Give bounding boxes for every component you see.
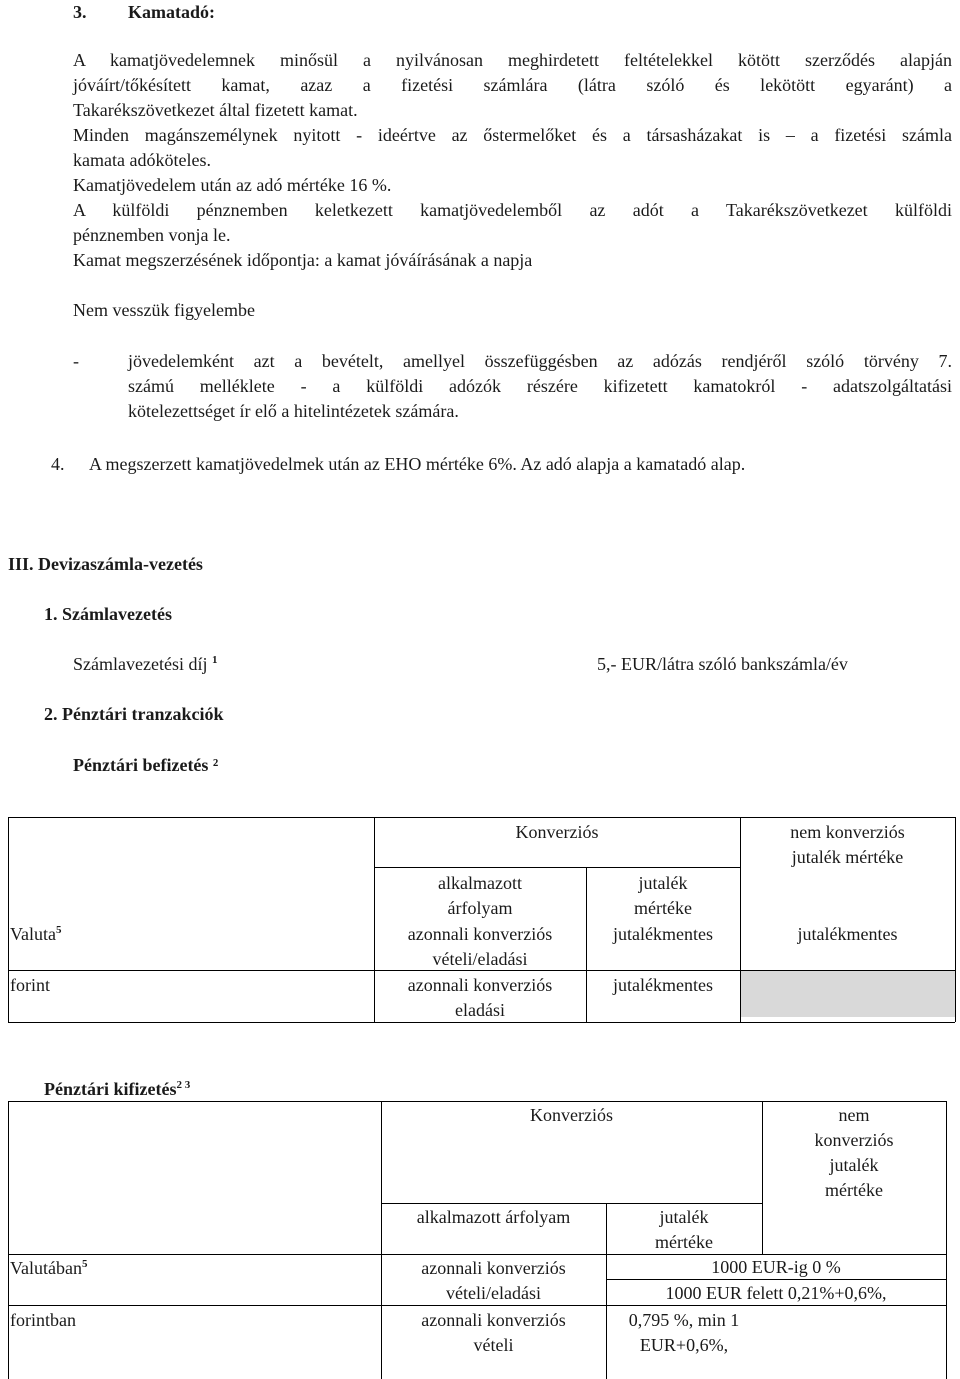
- section-4-text: A megszerzett kamatjövedelmek után az EHO mértéke 6%. Az adó alapja a kamatadó alap.: [89, 454, 746, 474]
- deposit-title: Pénztári befizetés ²: [73, 755, 219, 775]
- withdrawal-title-text: Pénztári kifizetés: [44, 1079, 177, 1099]
- sub-heading-1: 1. Számlavezetés: [44, 604, 172, 624]
- table-cell: vételi: [473, 1335, 514, 1355]
- table-cell: azonnali konverziós: [407, 975, 553, 995]
- paragraph-line: pénznemben vonja le.: [73, 225, 231, 245]
- table-cell: 1000 EUR-ig 0 %: [711, 1257, 841, 1277]
- list-item-line: kötelezettséget ír elő a hitelintézetek számára.: [128, 401, 459, 421]
- header-nem-konverzios: konverziós: [814, 1130, 894, 1150]
- disabled-cell: [741, 971, 955, 1017]
- paragraph-line: Kamatjövedelem után az adó mértéke 16 %.: [73, 175, 392, 195]
- table-cell: 1000 EUR felett 0,21%+0,6%,: [665, 1283, 887, 1303]
- list-item-line: számú melléklete - a külföldi adózók részére kifizetett kamatokról - adatszolgáltatási: [128, 376, 952, 396]
- header-nem-konverzios: nem: [838, 1105, 870, 1125]
- header-nem-konverzios: nem konverziós: [790, 822, 905, 842]
- header-konverzios: Konverziós: [515, 822, 599, 842]
- header-alkalmazott: alkalmazott: [438, 873, 522, 893]
- table-cell: vételi/eladási: [432, 949, 528, 969]
- header-nem-konverzios: jutalék: [829, 1155, 879, 1175]
- footnote-marker: 1: [211, 654, 218, 666]
- section-3-number: 3.: [73, 2, 87, 22]
- paragraph-line: Nem vesszük figyelembe: [73, 300, 255, 320]
- withdrawal-title: [44, 1077, 190, 1101]
- paragraph-line: jóváírt/tőkésített kamat, azaz a fizetési számlára (látra szóló és lekötött egyaránt) a: [73, 75, 952, 95]
- footnote-marker: 5: [55, 924, 62, 936]
- paragraph-line: kamata adóköteles.: [73, 150, 211, 170]
- header-nem-konverzios: jutalék mértéke: [791, 847, 904, 867]
- header-jutalek: mértéke: [634, 898, 692, 918]
- list-dash: -: [73, 351, 79, 371]
- row-label-valutaban: [10, 1256, 87, 1281]
- paragraph-line: Takarékszövetkezet által fizetett kamat.: [73, 100, 358, 120]
- table-cell: azonnali konverziós: [421, 1310, 566, 1330]
- table-cell: jutalékmentes: [797, 924, 898, 944]
- table-cell: EUR+0,6%,: [639, 1335, 729, 1355]
- header-jutalek: jutalék: [638, 873, 688, 893]
- row-label-forint: forint: [10, 975, 50, 995]
- row-label-forintban: forintban: [10, 1310, 76, 1330]
- header-jutalek: jutalék: [659, 1207, 709, 1227]
- row-label-valuta: [10, 922, 61, 947]
- row-label-text: Valuta: [10, 924, 56, 944]
- table-cell: jutalékmentes: [613, 924, 713, 944]
- section-4-number: 4.: [51, 454, 65, 474]
- header-jutalek: mértéke: [655, 1232, 713, 1252]
- paragraph-line: A kamatjövedelemnek minősül a nyilvánosan meghirdetett feltételekkel kötött szerződés alapján: [73, 50, 952, 70]
- paragraph-line: Kamat megszerzésének időpontja: a kamat jóváírásának a napja: [73, 250, 533, 270]
- roman-heading: III. Devizaszámla-vezetés: [8, 554, 203, 574]
- section-3-heading: Kamatadó:: [128, 2, 215, 22]
- list-item-line: jövedelemként azt a bevételt, amellyel összefüggésben az adózás rendjéről szóló törvény 7.: [128, 351, 952, 371]
- table-cell: vételi/eladási: [446, 1283, 541, 1303]
- row-label-text: Valutában: [10, 1258, 82, 1278]
- fee-value: 5,- EUR/látra szóló bankszámla/év: [597, 654, 848, 674]
- table-cell: 0,795 %, min 1: [628, 1310, 740, 1330]
- paragraph-line: Minden magánszemélynek nyitott - ideértve az őstermelőket és a társasházakat is – a fizetési számla: [73, 125, 952, 145]
- fee-label-text: Számlavezetési díj: [73, 654, 212, 674]
- table-cell: azonnali konverziós: [407, 924, 553, 944]
- header-nem-konverzios: mértéke: [825, 1180, 883, 1200]
- sub-heading-2: 2. Pénztári tranzakciók: [44, 704, 224, 724]
- table-cell: jutalékmentes: [613, 975, 713, 995]
- header-alkalmazott: árfolyam: [447, 898, 513, 918]
- table-cell: eladási: [455, 1000, 505, 1020]
- paragraph-line: A külföldi pénznemben keletkezett kamatjövedelemből az adót a Takarékszövetkezet külföldi: [73, 200, 952, 220]
- header-alkalmazott: alkalmazott árfolyam: [416, 1207, 571, 1227]
- footnote-marker: 5: [81, 1258, 88, 1270]
- fee-label: [73, 652, 217, 676]
- table-cell: azonnali konverziós: [421, 1258, 566, 1278]
- footnote-marker: 2 3: [176, 1079, 191, 1091]
- header-konverzios: Konverziós: [530, 1105, 613, 1125]
